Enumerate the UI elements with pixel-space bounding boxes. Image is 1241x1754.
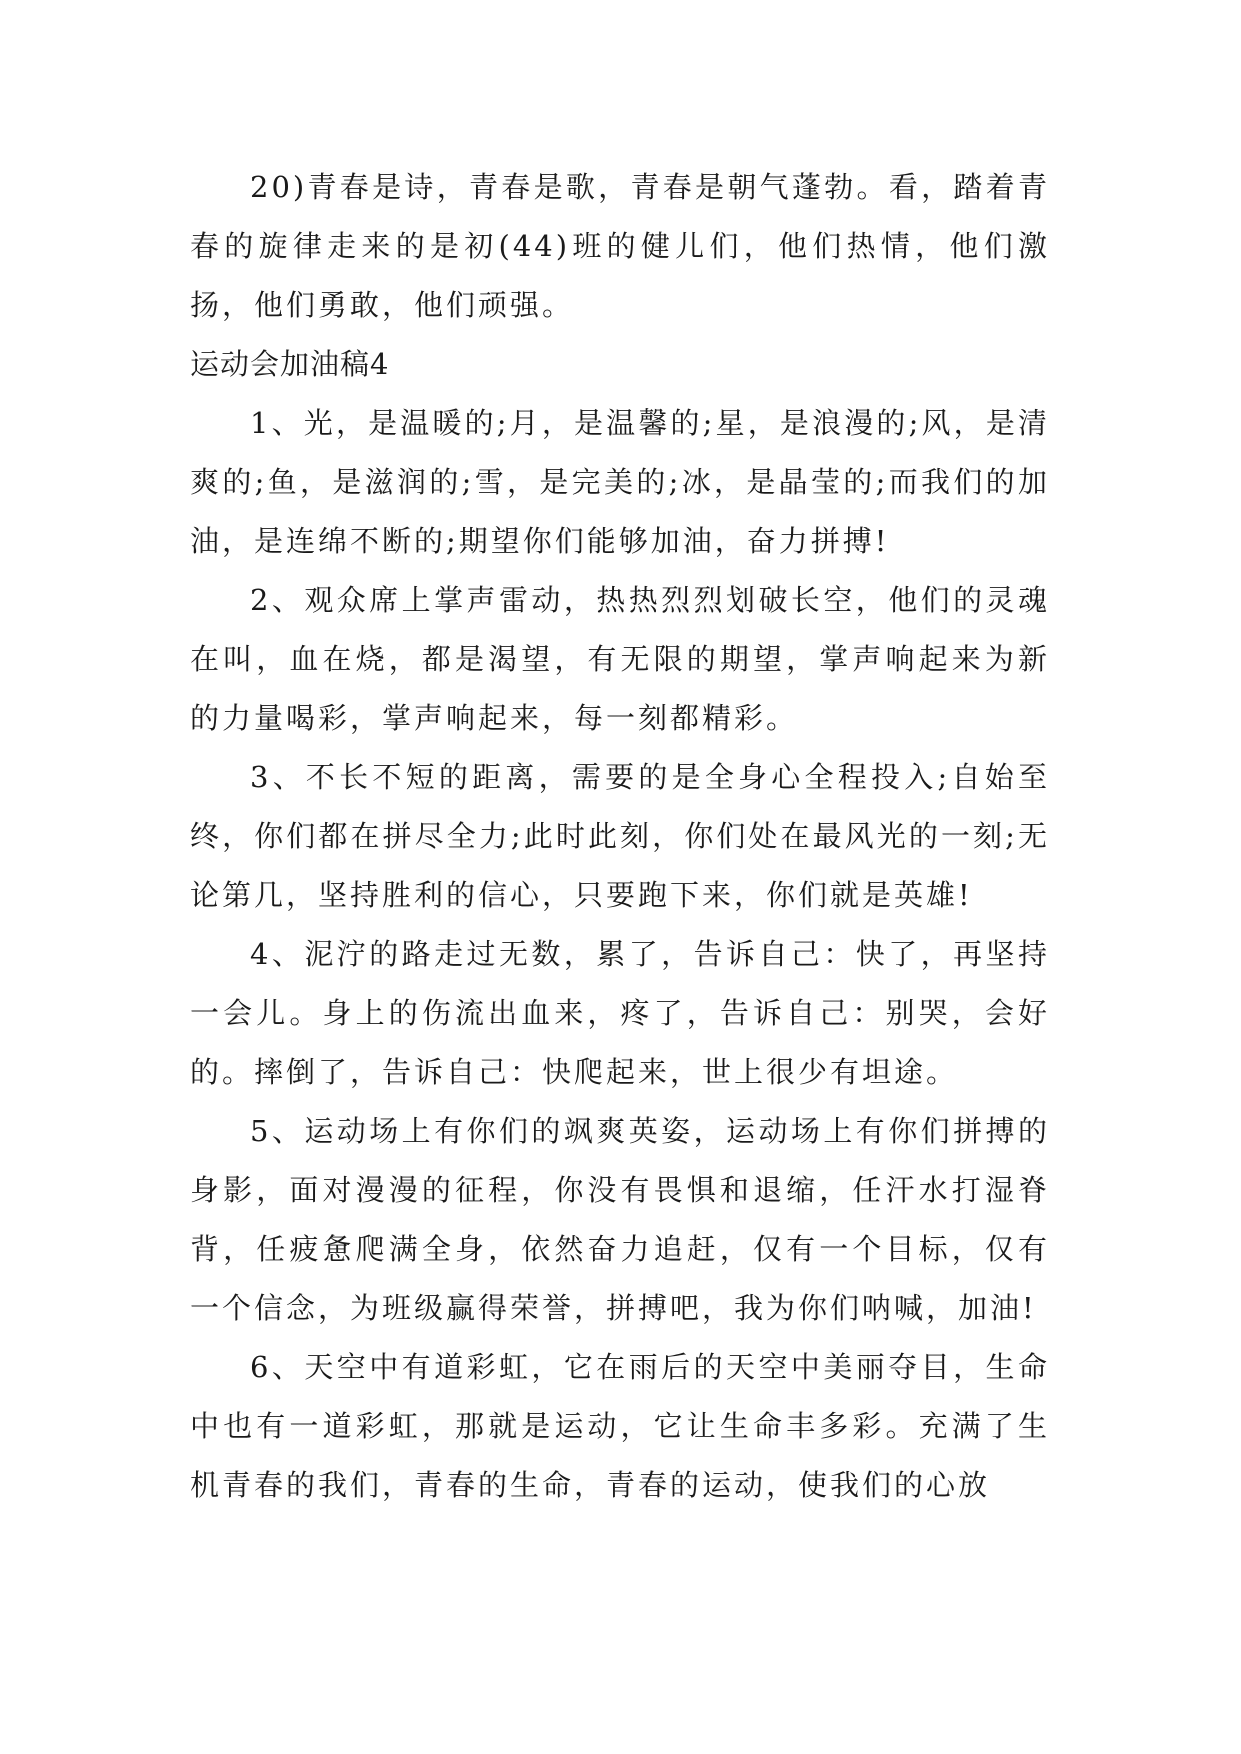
section-heading: 运动会加油稿4 (190, 347, 390, 381)
paragraph-20: 20)青春是诗，青春是歌，青春是朝气蓬勃。看，踏着青春的旋律走来的是初(44)班的健儿们，他们热情，他们激扬，他们勇敢，他们顽强。 (190, 170, 1050, 322)
paragraph-4: 4、泥泞的路走过无数，累了，告诉自己：快了，再坚持一会儿。身上的伤流出血来，疼了，告诉自己：别哭，会好的。摔倒了，告诉自己：快爬起来，世上很少有坦途。 (190, 937, 1050, 1089)
paragraph-3: 3、不长不短的距离，需要的是全身心全程投入;自始至终，你们都在拼尽全力;此时此刻，你们处在最风光的一刻;无论第几，坚持胜利的信心，只要跑下来，你们就是英雄! (190, 760, 1050, 912)
paragraph-6: 6、天空中有道彩虹，它在雨后的天空中美丽夺目，生命中也有一道彩虹，那就是运动，它让生命丰多彩。充满了生机青春的我们，青春的生命，青春的运动，使我们的心放 (190, 1350, 1050, 1502)
paragraph-1: 1、光，是温暖的;月，是温馨的;星，是浪漫的;风，是清爽的;鱼，是滋润的;雪，是完美的;冰，是晶莹的;而我们的加油，是连绵不断的;期望你们能够加油，奋力拼搏! (190, 406, 1050, 558)
document-body (190, 158, 1050, 1515)
paragraph-2: 2、观众席上掌声雷动，热热烈烈划破长空，他们的灵魂在叫，血在烧，都是渴望，有无限的期望，掌声响起来为新的力量喝彩，掌声响起来，每一刻都精彩。 (190, 583, 1050, 735)
paragraph-5: 5、运动场上有你们的飒爽英姿，运动场上有你们拼搏的身影，面对漫漫的征程，你没有畏惧和退缩，任汗水打湿脊背，任疲惫爬满全身，依然奋力追赶，仅有一个目标，仅有一个信念，为班级赢得荣誉，拼搏吧，我为你们呐喊，加油! (190, 1114, 1050, 1325)
